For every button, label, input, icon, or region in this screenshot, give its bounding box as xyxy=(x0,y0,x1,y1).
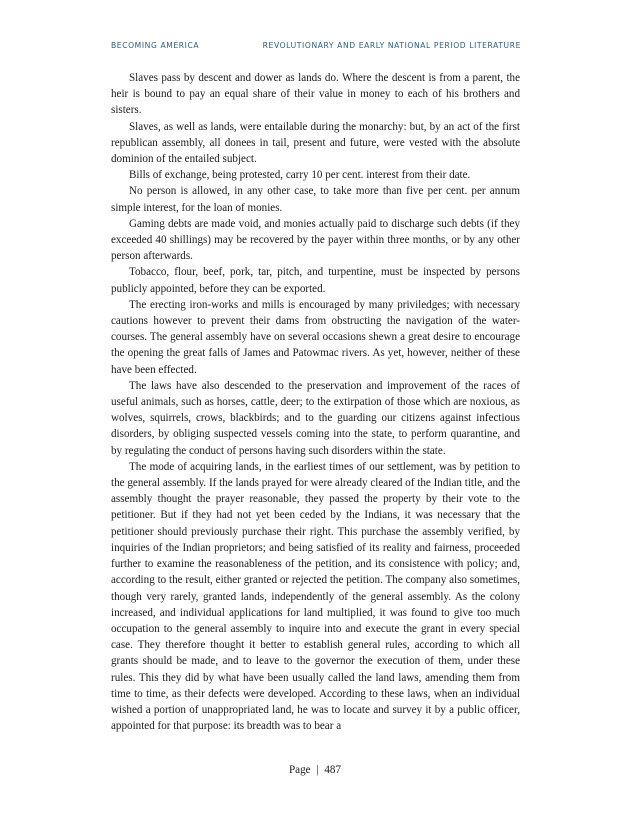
page-number: 487 xyxy=(324,764,341,776)
page-body xyxy=(111,70,520,734)
paragraph: Slaves, as well as lands, were entailable during the monarchy: but, by an act of the first republican assembly, all donees in tail, present and future, were vested with the absolute dominion of the entailed subject. xyxy=(111,120,520,166)
paragraph: Tobacco, flour, beef, pork, tar, pitch, and turpentine, must be inspected by persons publicly appointed, before they can be exported. xyxy=(111,266,520,295)
paragraph: The laws have also descended to the preservation and improvement of the races of useful animals, such as horses, cattle, deer; to the extirpation of those which are noxious, as wolves, squirrels, crows, blackbirds; and to the guarding our citizens against infectious disorders, by obliging suspected vessels coming into the state, to perform quarantine, and by regulating the conduct of persons having such disorders within the state. xyxy=(111,379,520,457)
paragraph: The erecting iron-works and mills is encouraged by many priviledges; with necessary cautions however to prevent their dams from obstructing the navigation of the water-courses. The general assembly have on several occasions shewn a great desire to encourage the opening the great falls of James and Patowmac rivers. As yet, however, neither of these have been effected. xyxy=(111,298,520,376)
header-section-title: REVOLUTIONARY AND EARLY NATIONAL PERIOD LITERATURE xyxy=(262,41,521,50)
paragraph: No person is allowed, in any other case, to take more than five per cent. per annum simple interest, for the loan of monies. xyxy=(111,185,520,214)
header-book-title: BECOMING AMERICA xyxy=(111,41,200,50)
paragraph: The mode of acquiring lands, in the earliest times of our settlement, was by petition to the general assembly. If the lands prayed for were already cleared of the Indian title, and the assembly thought the prayer reasonable, they passed the property by their vote to the petitioner. But if they had not yet been ceded by the Indians, it was necessary that the petitioner should previously purchase their right. This purchase the assembly verified, by inquiries of the Indian proprietors; and being satisfied of its reality and fairness, proceeded further to examine the reasonableness of the petition, and its consistence with policy; and, according to the result, either granted or rejected the petition. The company also sometimes, though very rarely, granted lands, independently of the general assembly. As the colony increased, and individual applications for land multiplied, it was found to give too much occupation to the general assembly to inquire into and execute the grant in every special case. They therefore thought it better to establish general rules, according to which all grants should be made, and to leave to the governor the execution of them, under these rules. This they did by what have been usually called the land laws, amending them from time to time, as their defects were developed. According to these laws, when an individual wished a portion of unappropriated land, he was to locate and survey it by a public officer, appointed for that purpose: its breadth was to bear a xyxy=(111,460,520,733)
paragraph: Slaves pass by descent and dower as lands do. Where the descent is from a parent, the heir is bound to pay an equal share of their value in money to each of his brothers and sisters. xyxy=(111,72,520,117)
running-header xyxy=(111,41,521,50)
paragraph: Gaming debts are made void, and monies actually paid to discharge such debts (if they exceeded 40 shillings) may be recovered by the payer within three months, or by any other person afterwards. xyxy=(111,217,520,263)
page-footer xyxy=(0,764,630,776)
page-label: Page xyxy=(288,764,311,776)
page-separator: | xyxy=(316,764,319,776)
paragraph: Bills of exchange, being protested, carry 10 per cent. interest from their date. xyxy=(129,169,471,182)
